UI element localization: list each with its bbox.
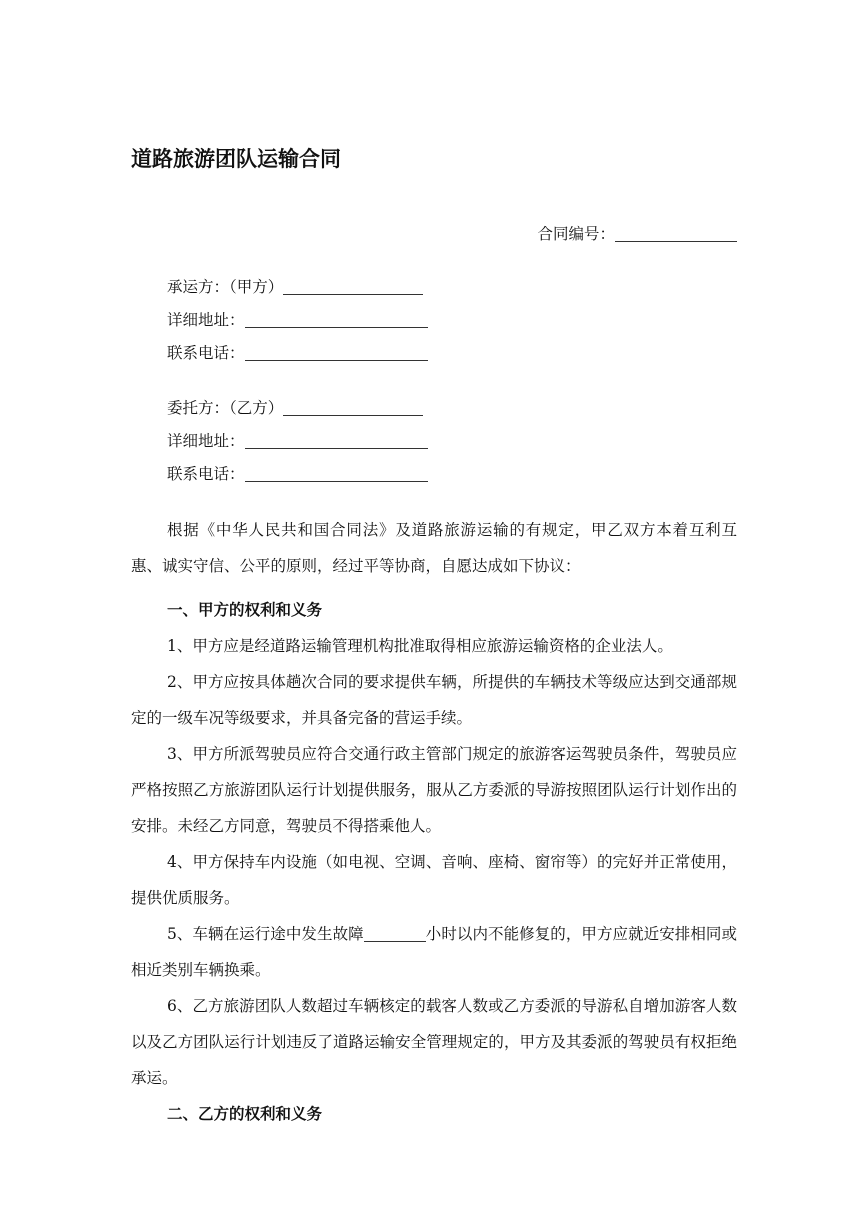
section-1-item-5 <box>131 916 737 988</box>
party-a-address-label: 详细地址： <box>167 311 245 329</box>
section-1-heading: 一、甲方的权利和义务 <box>167 601 323 619</box>
party-a-phone-label: 联系电话： <box>167 344 245 362</box>
party-b-name-blank[interactable] <box>283 398 423 416</box>
party-a-name-blank[interactable] <box>283 277 423 295</box>
party-a-role-row <box>167 271 428 304</box>
section-1-item-1: 1、甲方应是经道路运输管理机构批准取得相应旅游运输资格的企业法人。 <box>167 637 673 655</box>
section-2-heading: 二、乙方的权利和义务 <box>167 1105 323 1123</box>
party-b-address-row <box>167 425 428 458</box>
party-b-address-label: 详细地址： <box>167 432 245 450</box>
contract-body <box>131 512 737 1132</box>
party-a-block <box>167 271 428 370</box>
repair-hours-blank[interactable] <box>364 924 426 942</box>
section-1-item-5-after: 小时以内不能修复的，甲方应就近安排相同或相近类别车辆换乘。 <box>131 925 737 979</box>
party-b-address-blank[interactable] <box>245 431 428 449</box>
contract-number-label: 合同编号： <box>537 225 615 243</box>
section-1-item-4: 4、甲方保持车内设施（如电视、空调、音响、座椅、窗帘等）的完好并正常使用，提供优质服务。 <box>131 853 737 907</box>
party-a-phone-row <box>167 337 428 370</box>
party-b-role-label: 委托方：（乙方） <box>167 399 284 417</box>
section-1-item-3: 3、甲方所派驾驶员应符合交通行政主管部门规定的旅游客运驾驶员条件，驾驶员应严格按照乙方旅游团队运行计划提供服务，服从乙方委派的导游按照团队运行计划作出的安排。未经乙方同意，驾驶员不得搭乘他人。 <box>131 745 737 835</box>
party-a-address-row <box>167 304 428 337</box>
party-b-phone-label: 联系电话： <box>167 465 245 483</box>
party-b-phone-row <box>167 458 428 491</box>
section-1-item-2: 2、甲方应按具体趟次合同的要求提供车辆，所提供的车辆技术等级应达到交通部规定的一级车况等级要求，并具备完备的营运手续。 <box>131 673 737 727</box>
contract-number <box>537 222 737 244</box>
party-a-phone-blank[interactable] <box>245 343 428 361</box>
section-1-item-6: 6、乙方旅游团队人数超过车辆核定的载客人数或乙方委派的导游私自增加游客人数以及乙方团队运行计划违反了道路运输安全管理规定的，甲方及其委派的驾驶员有权拒绝承运。 <box>131 997 737 1087</box>
party-b-block <box>167 392 428 491</box>
party-a-address-blank[interactable] <box>245 310 428 328</box>
preamble-paragraph: 根据《中华人民共和国合同法》及道路旅游运输的有规定，甲乙双方本着互利互惠、诚实守信、公平的原则，经过平等协商，自愿达成如下协议： <box>131 521 737 575</box>
party-b-phone-blank[interactable] <box>245 464 428 482</box>
contract-number-blank[interactable] <box>615 224 737 242</box>
party-a-role-label: 承运方：（甲方） <box>167 278 284 296</box>
party-b-role-row <box>167 392 428 425</box>
document-title: 道路旅游团队运输合同 <box>131 147 341 171</box>
section-1-item-5-before: 5、车辆在运行途中发生故障 <box>167 925 364 943</box>
